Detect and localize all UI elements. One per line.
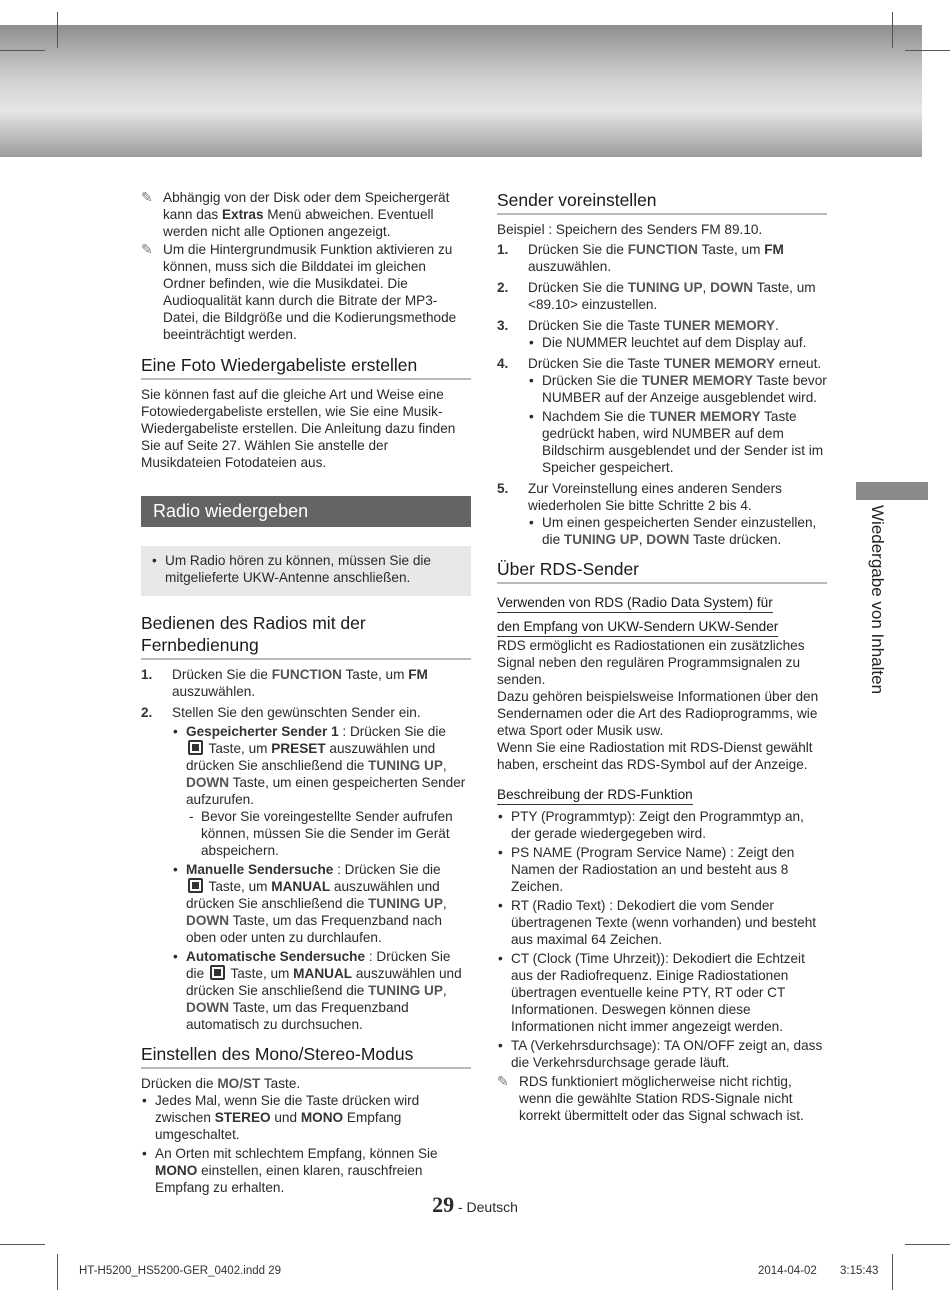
remote-button-icon [210,965,225,980]
crop-mark [0,50,45,51]
crop-mark [0,1244,45,1245]
list-item: • Jedes Mal, wenn Sie die Taste drücken wird zwischen STEREO und MONO Empfang umgeschaltet. [142,1093,420,1142]
sender-steps [497,241,827,548]
step-item: 2. Drücken Sie die TUNING UP, DOWN Taste, um <89.10> einzustellen. [497,280,816,312]
bedienen-heading: Bedienen des Radios mit der Fernbedienung [141,612,471,660]
list-item: • TA (Verkehrsdurchsage): TA ON/OFF zeigt an, dass die Verkehrsdurchsage gerade läuft. [498,1038,823,1070]
mono-intro: Drücken die MO/ST Taste. [141,1076,301,1091]
radio-section-title: Radio wiedergeben [141,496,471,527]
step-item: 1. Drücken Sie die FUNCTION Taste, um FM auszuwählen. [141,667,428,699]
footer-time: 3:15:43 [840,1265,879,1277]
right-column [497,189,827,1125]
list-item: • Manuelle Sendersuche : Drücken Sie die Taste, um MANUAL auszuwählen und drücken Sie anschließend die TUNING UP, DOWN Taste, um das Frequenzband nach oben oder unten zu durchlaufen. [173,862,447,945]
list-item: • Nachdem Sie die TUNER MEMORY Taste gedrückt haben, wird NUMBER auf dem Bildschirm ausgeblendet und der Sender ist im Speicher gespeichert. [529,409,824,475]
foto-heading: Eine Foto Wiedergabeliste erstellen [141,354,471,380]
rds-paragraph: Wenn Sie eine Radiostation mit RDS-Dienst gewählt haben, erscheint das RDS-Symbol auf der Anzeige. [497,740,813,772]
remote-button-icon [188,740,203,755]
crop-mark [892,12,893,48]
crop-mark [905,50,950,51]
pencil-note-icon: ✎ [141,189,153,205]
sender-example: Beispiel : Speichern des Senders FM 89.10. [497,222,763,237]
foto-text: Sie können fast auf die gleiche Art und Weise eine Fotowiedergabeliste erstellen, wie Sie eine Musik-Wiedergabeliste erstellen. Die Anleitung dazu finden Sie auf Seite 27. Wählen Sie anstelle der Musikdateien Fotodateien aus. [141,387,456,470]
rds-function-heading: Beschreibung der RDS-Funktion [497,786,693,805]
rds-paragraph: Dazu gehören beispielsweise Informationen über den Sendernamen oder die Art des Radioprogramms, wie etwa Sport oder Musik usw. [497,689,819,738]
list-item: • Die NUMMER leuchtet auf dem Display auf. [529,335,807,350]
page-number: 29 - Deutsch [432,1192,518,1217]
note-rds: ✎ RDS funktioniert möglicherweise nicht richtig, wenn die gewählte Station RDS-Signale nicht korrekt übermittelt oder das Signal schwach ist. [497,1073,804,1123]
rds-function-list [497,808,827,1071]
mono-heading: Einstellen des Mono/Stereo-Modus [141,1043,471,1069]
step-item: 3. Drücken Sie die Taste TUNER MEMORY. • Die NUMMER leuchtet auf dem Display auf. [497,317,827,351]
sender-heading: Sender voreinstellen [497,189,827,215]
step-item: 2. Stellen Sie den gewünschten Sender ein. • Gespeicherter Sender 1 : Drücken Sie die Taste, um PRESET auszuwählen und drücken Sie anschließend die TUNING UP, DOWN Taste, um einen gespeicherten Sender aufzurufen. - Bevor Sie voreingestellte Sender aufrufen können, müssen Sie die Sender im Gerät abspeichern. • Manuelle Sendersuche : Drücken Sie die Taste, um MANUAL auszuwählen und drücken Sie anschließend die TUNING UP, DOWN Taste, um das Frequenzband nach oben oder unten zu durchlaufen. • Automatische Sendersuche : Drücken Sie die Taste, um MANUAL auszuwählen und drücken Sie anschließend die TUNING UP, DOWN Taste, um das Frequenzband automatisch zu durchsuchen. [141,704,471,1033]
dash-item: - Bevor Sie voreingestellte Sender aufrufen können, müssen Sie die Sender im Gerät abspeichern. [189,809,453,858]
rds-subheading-2: den Empfang von UKW-Sendern UKW-Sender [497,618,778,637]
remote-button-icon [188,878,203,893]
radio-note-box [141,546,471,596]
note-background-music: ✎ Um die Hintergrundmusik Funktion aktivieren zu können, muss sich die Bilddatei im gleichen Ordner befinden, wie die Musikdatei. Die Audioqualität kann durch die Bitrate der MP3-Datei, die Bildgröße und die Kodierungsmethode beeinträchtigt werden. [141,241,457,342]
bedienen-steps [141,666,471,1033]
list-item: • An Orten mit schlechtem Empfang, können Sie MONO einstellen, einen klaren, rauschfreien Empfang zu erhalten. [142,1146,438,1195]
header-band [0,25,922,157]
list-item: • Gespeicherter Sender 1 : Drücken Sie die Taste, um PRESET auszuwählen und drücken Sie anschließend die TUNING UP, DOWN Taste, um einen gespeicherten Sender aufzurufen. - Bevor Sie voreingestellte Sender aufrufen können, müssen Sie die Sender im Gerät abspeichern. [172,723,471,859]
mono-list [141,1092,471,1196]
list-item: • Um Radio hören zu können, müssen Sie die mitgelieferte UKW-Antenne anschließen. [152,553,431,585]
rds-subheading-1: Verwenden von RDS (Radio Data System) für [497,594,773,613]
footer-date: 2014-04-02 [758,1265,817,1277]
rds-paragraph: RDS ermöglicht es Radiostationen ein zusätzliches Signal neben den regulären Programmsignalen zu senden. [497,638,805,687]
crop-mark [57,1254,58,1290]
list-item: • Um einen gespeicherten Sender einzustellen, die TUNING UP, DOWN Taste drücken. [529,515,817,547]
left-column [141,189,471,1198]
crop-mark [905,1244,950,1245]
step-item: 1. Drücken Sie die FUNCTION Taste, um FM auszuwählen. [497,242,784,274]
footer-file: HT-H5200_HS5200-GER_0402.indd 29 [79,1265,282,1277]
crop-mark [892,1254,893,1290]
list-item: • RT (Radio Text) : Dekodiert die vom Sender übertragenen Texte (wenn vorhanden) und besteht aus maximal 64 Zeichen. [498,898,817,947]
list-item: • Drücken Sie die TUNER MEMORY Taste bevor NUMBER auf der Anzeige ausgeblendet wird. [529,373,827,405]
side-label: Wiedergabe von Inhalten [868,505,887,695]
note-extras: ✎ Abhängig von der Disk oder dem Speichergerät kann das Extras Menü abweichen. Eventuell werden nicht alle Optionen angezeigt. [141,189,450,239]
pencil-note-icon: ✎ [497,1073,509,1089]
pencil-note-icon: ✎ [141,241,153,257]
list-item: • PS NAME (Program Service Name) : Zeigt den Namen der Radiostation an und besteht aus 8 Zeichen. [498,845,795,894]
list-item: • Automatische Sendersuche : Drücken Sie die Taste, um MANUAL auszuwählen und drücken Sie anschließend die TUNING UP, DOWN Taste, um das Frequenzband automatisch zu durchsuchen. [173,949,462,1032]
step-item: 5. Zur Voreinstellung eines anderen Senders wiederholen Sie bitte Schritte 2 bis 4. • Um einen gespeicherten Sender einzustellen, die TUNING UP, DOWN Taste drücken. [497,480,827,548]
side-tab [856,482,928,500]
crop-mark [57,12,58,48]
list-item: • PTY (Programmtyp): Zeigt den Programmtyp an, der gerade wiedergegeben wird. [498,809,804,841]
rds-heading: Über RDS-Sender [497,558,827,584]
step-item: 4. Drücken Sie die Taste TUNER MEMORY erneut. • Drücken Sie die TUNER MEMORY Taste bevor NUMBER auf der Anzeige ausgeblendet wird. • Nachdem Sie die TUNER MEMORY Taste gedrückt haben, wird NUMBER auf dem Bildschirm ausgeblendet und der Sender ist im Speicher gespeichert. [497,356,827,475]
list-item: • CT (Clock (Time Uhrzeit)): Dekodiert die Echtzeit aus der Radiofrequenz. Einige Radiostationen übertragen eventuelle keine PTY, RT oder CT Informationen. Deswegen können diese Informationen nicht immer angezeigt werden. [498,951,805,1034]
